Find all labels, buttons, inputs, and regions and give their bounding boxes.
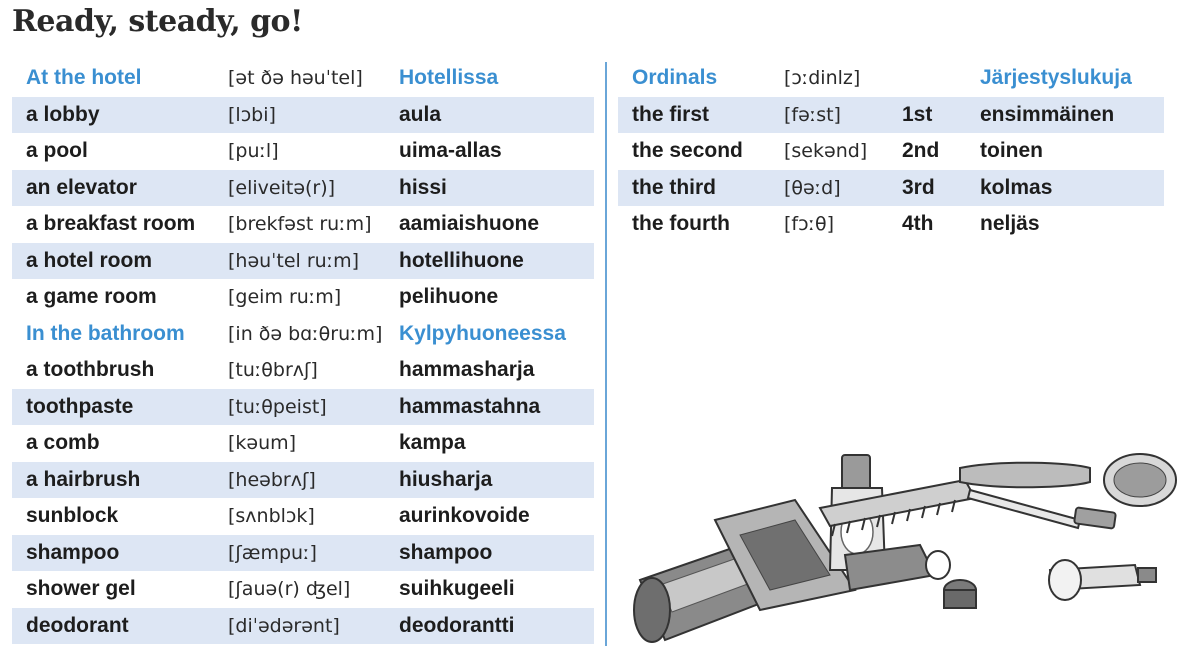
vocab-row bbox=[12, 389, 594, 426]
ordinal-row bbox=[618, 170, 1164, 207]
vocab-row bbox=[12, 352, 594, 389]
vocab-en: shampoo bbox=[26, 540, 120, 564]
hotel-heading-fi: Hotellissa bbox=[399, 66, 499, 90]
ordinals-heading-en: Ordinals bbox=[632, 66, 718, 90]
ordinal-en: the third bbox=[632, 175, 716, 199]
ordinal-en: the second bbox=[632, 139, 743, 163]
vocab-fi: aamiaishuone bbox=[399, 212, 540, 236]
ordinal-fi: kolmas bbox=[980, 175, 1053, 199]
vocab-row bbox=[12, 206, 594, 243]
vocab-ipa: [heəbrʌʃ] bbox=[228, 468, 316, 491]
vocab-fi: hammastahna bbox=[399, 394, 541, 418]
vocab-fi: shampoo bbox=[399, 540, 493, 564]
ordinal-ipa: [θəːd] bbox=[784, 176, 841, 199]
ordinal-row bbox=[618, 206, 1164, 243]
ordinal-ipa: [fɔːθ] bbox=[784, 213, 834, 236]
ordinal-number: 3rd bbox=[902, 175, 935, 199]
ordinal-fi: ensimmäinen bbox=[980, 102, 1115, 126]
vocab-en: deodorant bbox=[26, 613, 129, 637]
vocab-ipa: [həuˈtel ruːm] bbox=[228, 249, 360, 272]
ordinals-heading-ipa: [ɔːdinlz] bbox=[784, 67, 861, 90]
vocab-fi: hammasharja bbox=[399, 358, 535, 382]
vocab-fi: hissi bbox=[399, 175, 447, 199]
vocab-fi: hiusharja bbox=[399, 467, 493, 491]
ordinals-heading-row bbox=[618, 60, 1164, 97]
vocab-row bbox=[12, 133, 594, 170]
vocab-row bbox=[12, 243, 594, 280]
toiletries-illustration bbox=[620, 440, 1180, 655]
vocab-ipa: [brekfəst ruːm] bbox=[228, 213, 372, 236]
toothbrush-icon bbox=[968, 490, 1116, 529]
vocab-ipa: [puːl] bbox=[228, 140, 279, 163]
vocab-row bbox=[12, 571, 594, 608]
vocab-fi: aurinkovoide bbox=[399, 504, 530, 528]
bathroom-heading-row bbox=[12, 316, 594, 353]
vocab-en: sunblock bbox=[26, 504, 119, 528]
ordinal-en: the fourth bbox=[632, 212, 730, 236]
vocab-en: a toothbrush bbox=[26, 358, 155, 382]
vocab-ipa: [kəum] bbox=[228, 432, 297, 455]
vocab-ipa: [geim ruːm] bbox=[228, 286, 342, 309]
column-divider bbox=[605, 62, 607, 646]
hotel-vocabulary-table bbox=[12, 60, 594, 644]
ordinal-number: 1st bbox=[902, 102, 933, 126]
vocab-row bbox=[12, 425, 594, 462]
hotel-heading-row bbox=[12, 60, 594, 97]
vocab-fi: uima-allas bbox=[399, 139, 502, 163]
ordinal-ipa: [sekənd] bbox=[784, 140, 868, 163]
vocab-en: a lobby bbox=[26, 102, 100, 126]
vocab-ipa: [ʃæmpuː] bbox=[228, 541, 317, 564]
ordinal-fi: neljäs bbox=[980, 212, 1040, 236]
vocab-row bbox=[12, 170, 594, 207]
vocab-row bbox=[12, 608, 594, 645]
bottle-cap-icon bbox=[944, 580, 976, 608]
vocab-row bbox=[12, 535, 594, 572]
vocab-fi: suihkugeeli bbox=[399, 577, 515, 601]
ordinal-ipa: [fəːst] bbox=[784, 103, 841, 126]
page-title: Ready, steady, go! bbox=[12, 4, 303, 39]
vocab-ipa: [tuːθbrʌʃ] bbox=[228, 359, 318, 382]
vocab-en: an elevator bbox=[26, 175, 137, 199]
vocab-ipa: [tuːθpeist] bbox=[228, 395, 327, 418]
vocab-ipa: [eliveitə(r)] bbox=[228, 176, 336, 199]
vocab-row bbox=[12, 462, 594, 499]
vocab-ipa: [lɔbi] bbox=[228, 103, 276, 126]
vocab-row bbox=[12, 279, 594, 316]
vocab-fi: kampa bbox=[399, 431, 466, 455]
ordinal-fi: toinen bbox=[980, 139, 1043, 163]
vocab-fi: pelihuone bbox=[399, 285, 499, 309]
vocab-row bbox=[12, 498, 594, 535]
vocab-en: a hairbrush bbox=[26, 467, 141, 491]
vocab-en: a pool bbox=[26, 139, 88, 163]
vocab-en: toothpaste bbox=[26, 394, 134, 418]
vocab-ipa: [diˈədərənt] bbox=[228, 614, 340, 637]
ordinal-en: the first bbox=[632, 102, 710, 126]
bathroom-heading-ipa: [in ðə bɑːθruːm] bbox=[228, 322, 383, 345]
vocab-fi: deodorantti bbox=[399, 613, 515, 637]
ordinal-row bbox=[618, 133, 1164, 170]
vocab-fi: hotellihuone bbox=[399, 248, 524, 272]
ordinal-row bbox=[618, 97, 1164, 134]
vocab-ipa: [sʌnblɔk] bbox=[228, 505, 315, 528]
vocab-en: shower gel bbox=[26, 577, 136, 601]
hotel-heading-ipa: [ət ðə həuˈtel] bbox=[228, 67, 363, 90]
vocab-row bbox=[12, 97, 594, 134]
bathroom-heading-fi: Kylpyhuoneessa bbox=[399, 321, 566, 345]
vocab-fi: aula bbox=[399, 102, 442, 126]
small-toothpaste-icon bbox=[1049, 560, 1156, 600]
vocab-en: a comb bbox=[26, 431, 100, 455]
hotel-heading-en: At the hotel bbox=[26, 66, 142, 90]
vocab-en: a hotel room bbox=[26, 248, 153, 272]
vocab-en: a breakfast room bbox=[26, 212, 196, 236]
ordinals-heading-fi: Järjestyslukuja bbox=[980, 66, 1132, 90]
bathroom-heading-en: In the bathroom bbox=[26, 321, 185, 345]
ordinal-number: 2nd bbox=[902, 139, 940, 163]
ordinal-number: 4th bbox=[902, 212, 934, 236]
vocab-en: a game room bbox=[26, 285, 157, 309]
vocab-ipa: [ʃauə(r) ʤel] bbox=[228, 578, 351, 601]
ordinals-table bbox=[618, 60, 1164, 243]
